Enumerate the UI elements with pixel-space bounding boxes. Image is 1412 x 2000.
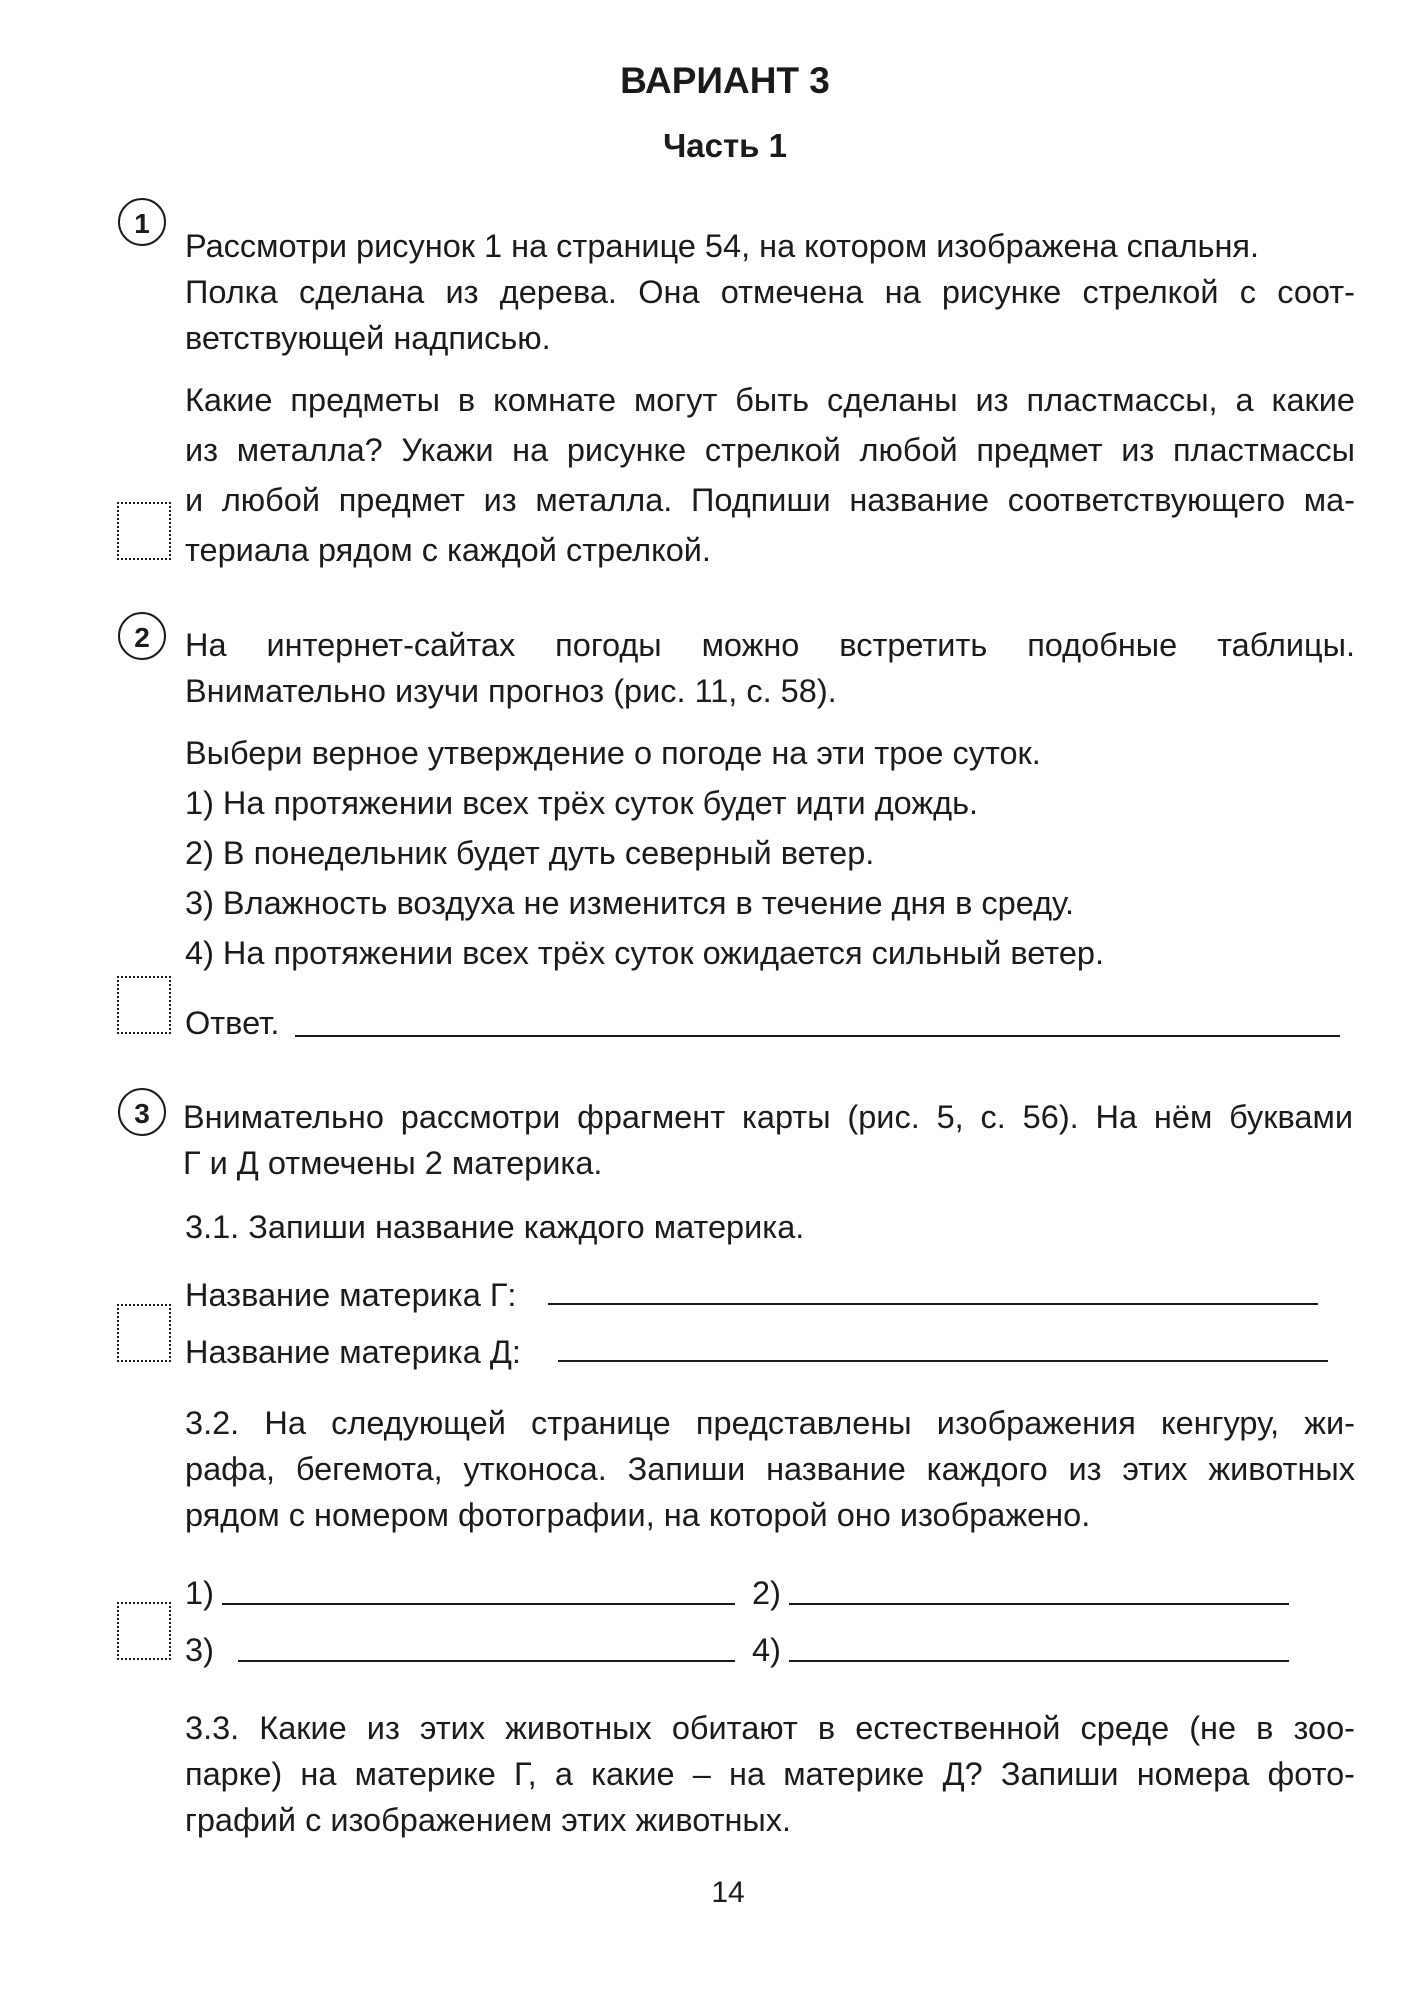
- score-box[interactable]: [117, 1304, 171, 1362]
- task-number-2: 2: [118, 612, 166, 660]
- task3-sub3-line-1: 3.3. Какие из этих животных обитают в естественной среде (не в зоо-: [185, 1710, 1355, 1746]
- task3-sub3-line-3: графий с изображением этих животных.: [185, 1802, 792, 1838]
- task2-option-2: 2) В понедельник будет дуть северный ветер.: [185, 835, 875, 871]
- animal-label-4: 4): [752, 1632, 781, 1668]
- task3-sub2-line-2: рафа, бегемота, утконоса. Запиши название каждого из этих животных: [185, 1451, 1355, 1487]
- page-number: 14: [711, 1876, 745, 1909]
- task2-question: Выбери верное утверждение о погоде на эти трое суток.: [185, 735, 1041, 771]
- continent-d-label: Название материка Д:: [185, 1334, 521, 1370]
- task1-intro-line-2: Полка сделана из дерева. Она отмечена на рисунке стрелкой с соот-: [185, 274, 1355, 310]
- task2-intro-line-2: Внимательно изучи прогноз (рис. 11, с. 58).: [185, 673, 837, 709]
- task2-answer-line[interactable]: [295, 1035, 1340, 1037]
- task2-option-4: 4) На протяжении всех трёх суток ожидается сильный ветер.: [185, 935, 1104, 971]
- task1-question-line-3: и любой предмет из металла. Подпиши название соответствующего ма-: [185, 482, 1355, 518]
- task1-question-line-1: Какие предметы в комнате могут быть сделаны из пластмассы, а какие: [185, 382, 1355, 418]
- score-box[interactable]: [117, 1602, 171, 1660]
- animal-label-1: 1): [185, 1575, 214, 1611]
- task3-intro-line-1: Внимательно рассмотри фрагмент карты (рис. 5, с. 56). На нём буквами: [183, 1099, 1353, 1135]
- task3-sub1-text: 3.1. Запиши название каждого материка.: [185, 1209, 805, 1245]
- part-title: Часть 1: [663, 127, 787, 164]
- task3-sub3-line-2: парке) на материке Г, а какие – на материке Д? Запиши номера фото-: [185, 1756, 1355, 1792]
- task-number-3: 3: [118, 1088, 166, 1136]
- animal-label-2: 2): [752, 1575, 781, 1611]
- task-number-1: 1: [118, 198, 166, 246]
- task2-intro-line-1: На интернет-сайтах погоды можно встретить подобные таблицы.: [185, 627, 1355, 663]
- animal-answer-line-2[interactable]: [789, 1603, 1289, 1605]
- task3-sub2-line-1: 3.2. На следующей странице представлены изображения кенгуру, жи-: [185, 1405, 1355, 1441]
- continent-g-answer-line[interactable]: [548, 1303, 1318, 1305]
- animal-answer-line-4[interactable]: [789, 1660, 1289, 1662]
- task1-intro-line-1: Рассмотри рисунок 1 на странице 54, на котором изображена спальня.: [185, 228, 1260, 264]
- task3-intro-line-2: Г и Д отмечены 2 материка.: [183, 1145, 603, 1181]
- animal-label-3: 3): [185, 1632, 214, 1668]
- task2-option-3: 3) Влажность воздуха не изменится в течение дня в среду.: [185, 885, 1075, 921]
- score-box[interactable]: [117, 976, 171, 1034]
- continent-d-answer-line[interactable]: [558, 1360, 1328, 1362]
- task2-option-1: 1) На протяжении всех трёх суток будет идти дождь.: [185, 785, 979, 821]
- variant-title: ВАРИАНТ 3: [620, 60, 830, 101]
- task3-sub2-line-3: рядом с номером фотографии, на которой оно изображено.: [185, 1497, 1091, 1533]
- task2-answer-label: Ответ.: [185, 1005, 280, 1041]
- task1-question-line-2: из металла? Укажи на рисунке стрелкой любой предмет из пластмассы: [185, 432, 1355, 468]
- animal-answer-line-1[interactable]: [222, 1603, 735, 1605]
- task1-question-line-4: териала рядом с каждой стрелкой.: [185, 532, 711, 568]
- continent-g-label: Название материка Г:: [185, 1277, 517, 1313]
- task1-intro-line-3: ветствующей надписью.: [185, 320, 551, 356]
- score-box[interactable]: [117, 502, 171, 560]
- animal-answer-line-3[interactable]: [238, 1660, 735, 1662]
